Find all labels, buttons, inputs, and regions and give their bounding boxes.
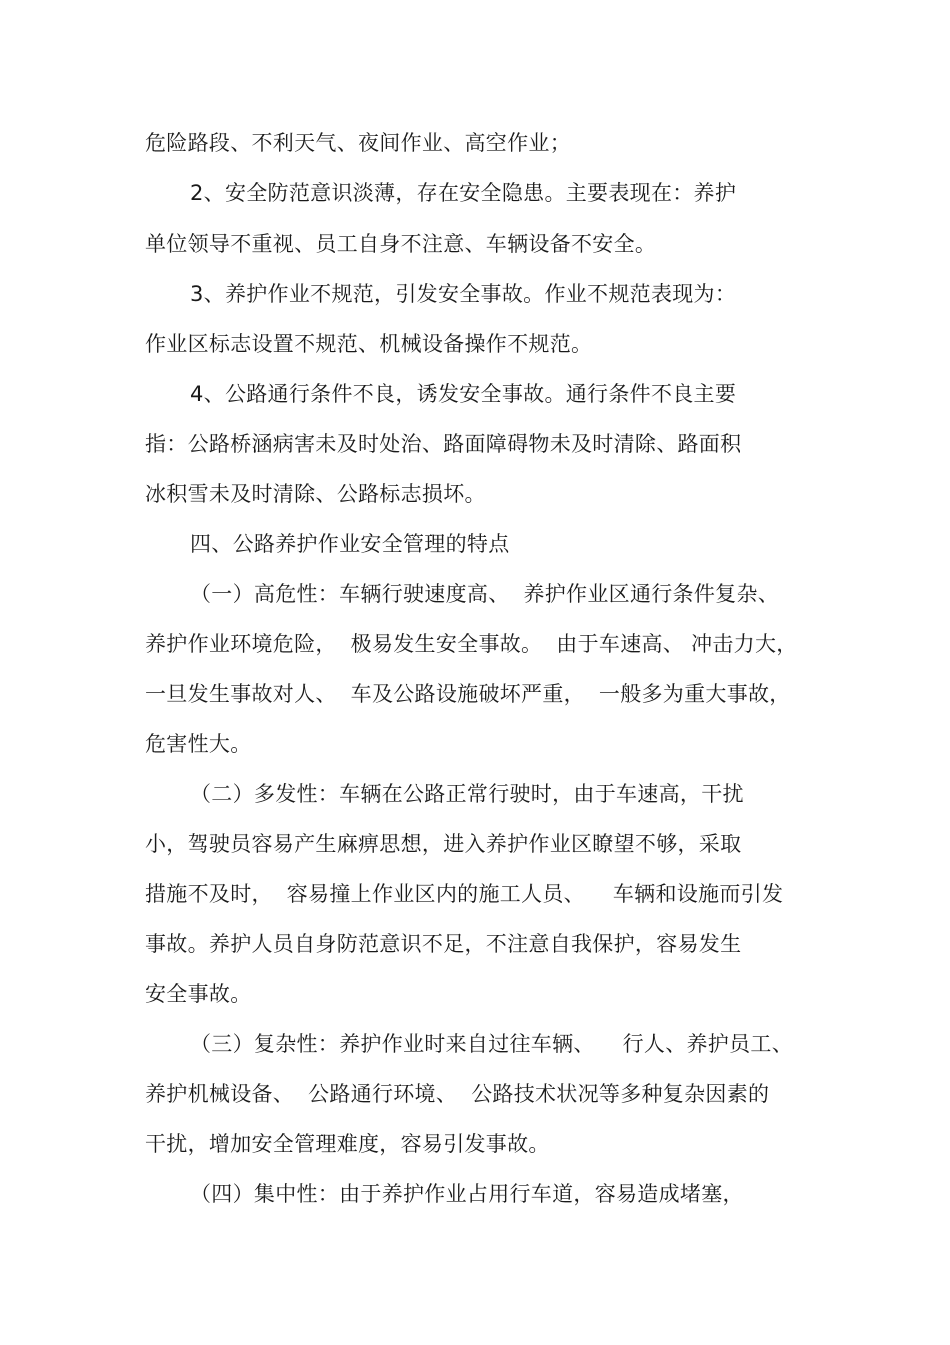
text-line-10: （一）高危性：车辆行驶速度高、 养护作业区通行条件复杂、 bbox=[190, 582, 780, 606]
text-line-22: （四）集中性：由于养护作业占用行车道，容易造成堵塞， bbox=[190, 1182, 744, 1206]
text-line-4: 3、养护作业不规范，引发安全事故。作业不规范表现为： bbox=[190, 282, 737, 306]
text-line-7: 指：公路桥涵病害未及时处治、路面障碍物未及时清除、路面积 bbox=[145, 432, 742, 456]
text-line-12: 一旦发生事故对人、 车及公路设施破坏严重， 一般多为重大事故， bbox=[145, 682, 791, 706]
text-line-15: 小，驾驶员容易产生麻痹思想，进入养护作业区瞭望不够，采取 bbox=[145, 832, 742, 856]
text-line-20: 养护机械设备、 公路通行环境、 公路技术状况等多种复杂因素的 bbox=[145, 1082, 770, 1106]
text-line-5: 作业区标志设置不规范、机械设备操作不规范。 bbox=[145, 332, 593, 356]
text-line-17: 事故。养护人员自身防范意识不足，不注意自我保护，容易发生 bbox=[145, 932, 742, 956]
text-line-19: （三）复杂性：养护作业时来自过往车辆、 行人、养护员工、 bbox=[190, 1032, 793, 1056]
text-line-3: 单位领导不重视、员工自身不注意、车辆设备不安全。 bbox=[145, 232, 657, 256]
text-line-18: 安全事故。 bbox=[145, 982, 252, 1006]
text-line-11: 养护作业环境危险， 极易发生安全事故。 由于车速高、 冲击力大， bbox=[145, 632, 798, 656]
text-line-8: 冰积雪未及时清除、公路标志损坏。 bbox=[145, 482, 486, 506]
text-line-14: （二）多发性：车辆在公路正常行驶时，由于车速高，干扰 bbox=[190, 782, 744, 806]
text-line-16: 措施不及时， 容易撞上作业区内的施工人员、 车辆和设施而引发 bbox=[145, 882, 784, 906]
text-line-1: 危险路段、不利天气、夜间作业、高空作业； bbox=[145, 131, 571, 155]
text-line-6: 4、公路通行条件不良，诱发安全事故。通行条件不良主要 bbox=[190, 382, 737, 406]
text-line-21: 干扰，增加安全管理难度，容易引发事故。 bbox=[145, 1132, 550, 1156]
section-heading: 四、公路养护作业安全管理的特点 bbox=[190, 532, 510, 556]
text-line-2: 2、安全防范意识淡薄，存在安全隐患。主要表现在：养护 bbox=[190, 181, 737, 205]
text-line-13: 危害性大。 bbox=[145, 732, 252, 756]
